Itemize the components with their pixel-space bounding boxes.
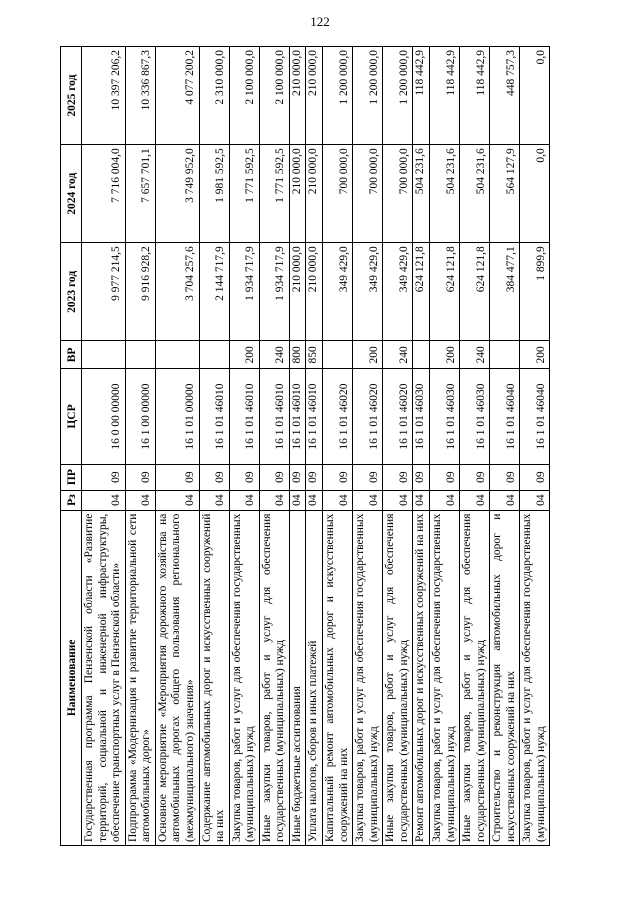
cell-2025: 118 442,9: [429, 47, 459, 145]
cell-pr: 09: [229, 464, 259, 490]
cell-2023: 349 429,0: [323, 243, 353, 341]
cell-2023: 349 429,0: [383, 243, 413, 341]
cell-2023: 9 916 928,2: [125, 243, 155, 341]
cell-vr: [155, 341, 199, 369]
cell-2024: 700 000,0: [383, 145, 413, 243]
cell-vr: 240: [383, 341, 413, 369]
cell-2023: 1 934 717,9: [229, 243, 259, 341]
cell-2024: 210 000,0: [289, 145, 306, 243]
header-name: Наименование: [61, 510, 82, 845]
cell-2024: 0,0: [520, 145, 550, 243]
table-body: [82, 47, 550, 846]
cell-name: Закупка товаров, работ и услуг для обеспечения государственных (муниципальных) нужд: [429, 510, 459, 845]
header-vr: ВР: [61, 341, 82, 369]
cell-csr: 16 0 00 00000: [82, 369, 126, 464]
cell-vr: 200: [520, 341, 550, 369]
cell-2023: 210 000,0: [306, 243, 323, 341]
cell-2025: 4 077 200,2: [155, 47, 199, 145]
cell-2024: 3 749 952,0: [155, 145, 199, 243]
table-row: [383, 47, 413, 846]
header-2023: 2023 год: [61, 243, 82, 341]
cell-2023: 3 704 257,6: [155, 243, 199, 341]
cell-csr: 16 1 01 46020: [323, 369, 353, 464]
cell-2024: 504 231,6: [460, 145, 490, 243]
cell-pr: 09: [323, 464, 353, 490]
cell-2023: 349 429,0: [353, 243, 383, 341]
cell-pr: 09: [383, 464, 413, 490]
cell-2024: 1 771 592,5: [259, 145, 289, 243]
cell-pr: 09: [429, 464, 459, 490]
cell-rz: 04: [155, 490, 199, 510]
cell-rz: 04: [259, 490, 289, 510]
cell-csr: 16 1 01 46020: [383, 369, 413, 464]
cell-2025: 1 200 000,0: [323, 47, 353, 145]
cell-csr: 16 1 01 46030: [429, 369, 459, 464]
cell-name: Иные закупки товаров, работ и услуг для обеспечения государственных (муниципальных) нужд: [383, 510, 413, 845]
cell-2024: 1 981 592,5: [199, 145, 229, 243]
cell-rz: 04: [229, 490, 259, 510]
table-header-row: [61, 47, 82, 846]
table-row: [323, 47, 353, 846]
cell-2025: 448 757,3: [490, 47, 520, 145]
cell-pr: 09: [259, 464, 289, 490]
table-row: [520, 47, 550, 846]
cell-csr: 16 1 01 46040: [520, 369, 550, 464]
cell-rz: 04: [82, 490, 126, 510]
cell-2025: 1 200 000,0: [383, 47, 413, 145]
cell-name: Капитальный ремонт автомобильных дорог и искусственных сооружений на них: [323, 510, 353, 845]
cell-pr: 09: [490, 464, 520, 490]
cell-vr: 800: [289, 341, 306, 369]
cell-2024: 700 000,0: [353, 145, 383, 243]
cell-2025: 0,0: [520, 47, 550, 145]
cell-csr: 16 1 01 00000: [155, 369, 199, 464]
cell-rz: 04: [125, 490, 155, 510]
table-row: [413, 47, 430, 846]
cell-2025: 10 336 867,3: [125, 47, 155, 145]
cell-vr: 240: [460, 341, 490, 369]
table-row: [199, 47, 229, 846]
table-row: [490, 47, 520, 846]
cell-pr: 09: [82, 464, 126, 490]
table-row: [259, 47, 289, 846]
table-row: [125, 47, 155, 846]
header-rz: Рз: [61, 490, 82, 510]
cell-vr: 200: [429, 341, 459, 369]
cell-name: Строительство и реконструкция автомобильных дорог и искусственных сооружений на них: [490, 510, 520, 845]
cell-rz: 04: [413, 490, 430, 510]
cell-2023: 9 977 214,5: [82, 243, 126, 341]
cell-rz: 04: [429, 490, 459, 510]
cell-vr: 200: [353, 341, 383, 369]
table-row: [353, 47, 383, 846]
cell-2025: 2 100 000,0: [229, 47, 259, 145]
table-row: [306, 47, 323, 846]
table-row: [229, 47, 259, 846]
cell-2025: 210 000,0: [306, 47, 323, 145]
cell-csr: 16 1 01 46030: [460, 369, 490, 464]
cell-csr: 16 1 01 46010: [306, 369, 323, 464]
cell-2024: 7 657 701,1: [125, 145, 155, 243]
cell-rz: 04: [353, 490, 383, 510]
cell-name: Закупка товаров, работ и услуг для обеспечения государственных (муниципальных) нужд: [520, 510, 550, 845]
cell-pr: 09: [460, 464, 490, 490]
table-row: [82, 47, 126, 846]
cell-rz: 04: [490, 490, 520, 510]
cell-rz: 04: [306, 490, 323, 510]
cell-2023: 1 934 717,9: [259, 243, 289, 341]
cell-2025: 2 100 000,0: [259, 47, 289, 145]
header-csr: ЦСР: [61, 369, 82, 464]
cell-2023: 1 899,9: [520, 243, 550, 341]
cell-vr: [323, 341, 353, 369]
cell-2024: 504 231,6: [429, 145, 459, 243]
cell-name: Подпрограмма «Модернизация и развитие территориальной сети автомобильных дорог»: [125, 510, 155, 845]
cell-2024: 700 000,0: [323, 145, 353, 243]
cell-2025: 10 397 206,2: [82, 47, 126, 145]
cell-csr: 16 1 01 46040: [490, 369, 520, 464]
cell-2023: 384 477,1: [490, 243, 520, 341]
cell-2024: 564 127,9: [490, 145, 520, 243]
cell-pr: 09: [199, 464, 229, 490]
budget-table: [60, 46, 550, 846]
cell-csr: 16 1 01 46020: [353, 369, 383, 464]
cell-name: Закупка товаров, работ и услуг для обеспечения государственных (муниципальных) нужд: [229, 510, 259, 845]
cell-name: Уплата налогов, сборов и иных платежей: [306, 510, 323, 845]
cell-rz: 04: [199, 490, 229, 510]
cell-vr: 850: [306, 341, 323, 369]
cell-name: Государственная программа Пензенской области «Развитие территорий, социальной и инженерной инфраструктуры, обеспечение транспортных услуг в Пензенской области»: [82, 510, 126, 845]
cell-2023: 624 121,8: [429, 243, 459, 341]
cell-name: Ремонт автомобильных дорог и искусственных сооружений на них: [413, 510, 430, 845]
cell-2025: 118 442,9: [460, 47, 490, 145]
cell-csr: 16 1 01 46010: [289, 369, 306, 464]
cell-vr: [199, 341, 229, 369]
table-row: [155, 47, 199, 846]
cell-name: Иные закупки товаров, работ и услуг для обеспечения государственных (муниципальных) нужд: [259, 510, 289, 845]
cell-rz: 04: [323, 490, 353, 510]
cell-vr: 240: [259, 341, 289, 369]
cell-2023: 624 121,8: [413, 243, 430, 341]
cell-pr: 09: [155, 464, 199, 490]
cell-pr: 09: [413, 464, 430, 490]
cell-name: Закупка товаров, работ и услуг для обеспечения государственных (муниципальных) нужд: [353, 510, 383, 845]
cell-csr: 16 1 01 46010: [199, 369, 229, 464]
table-row: [429, 47, 459, 846]
cell-2024: 504 231,6: [413, 145, 430, 243]
cell-name: Основное мероприятие «Мероприятия дорожного хозяйства на автомобильных дорогах общего пользования регионального (межмуниципального) значения»: [155, 510, 199, 845]
cell-vr: [490, 341, 520, 369]
table-row: [460, 47, 490, 846]
cell-pr: 09: [520, 464, 550, 490]
cell-name: Иные закупки товаров, работ и услуг для обеспечения государственных (муниципальных) нужд: [460, 510, 490, 845]
header-pr: ПР: [61, 464, 82, 490]
page-number: 122: [310, 14, 330, 29]
cell-rz: 04: [520, 490, 550, 510]
cell-vr: 200: [229, 341, 259, 369]
cell-csr: 16 1 01 46010: [259, 369, 289, 464]
cell-2024: 7 716 004,0: [82, 145, 126, 243]
cell-pr: 09: [289, 464, 306, 490]
cell-2025: 2 310 000,0: [199, 47, 229, 145]
table-row: [289, 47, 306, 846]
cell-2023: 210 000,0: [289, 243, 306, 341]
cell-name: Иные бюджетные ассигнования: [289, 510, 306, 845]
cell-2023: 624 121,8: [460, 243, 490, 341]
cell-2025: 210 000,0: [289, 47, 306, 145]
cell-name: Содержание автомобильных дорог и искусственных сооружений на них: [199, 510, 229, 845]
header-2025: 2025 год: [61, 47, 82, 145]
cell-rz: 04: [460, 490, 490, 510]
cell-2025: 1 200 000,0: [353, 47, 383, 145]
cell-vr: [82, 341, 126, 369]
cell-csr: 16 1 01 46030: [413, 369, 430, 464]
cell-2024: 210 000,0: [306, 145, 323, 243]
cell-csr: 16 1 00 00000: [125, 369, 155, 464]
cell-pr: 09: [353, 464, 383, 490]
cell-2025: 118 442,9: [413, 47, 430, 145]
cell-rz: 04: [383, 490, 413, 510]
cell-pr: 09: [125, 464, 155, 490]
cell-vr: [125, 341, 155, 369]
rotated-table-wrapper: [60, 46, 580, 846]
cell-rz: 04: [289, 490, 306, 510]
cell-2024: 1 771 592,5: [229, 145, 259, 243]
cell-vr: [413, 341, 430, 369]
cell-pr: 09: [306, 464, 323, 490]
cell-2023: 2 144 717,9: [199, 243, 229, 341]
cell-csr: 16 1 01 46010: [229, 369, 259, 464]
header-2024: 2024 год: [61, 145, 82, 243]
